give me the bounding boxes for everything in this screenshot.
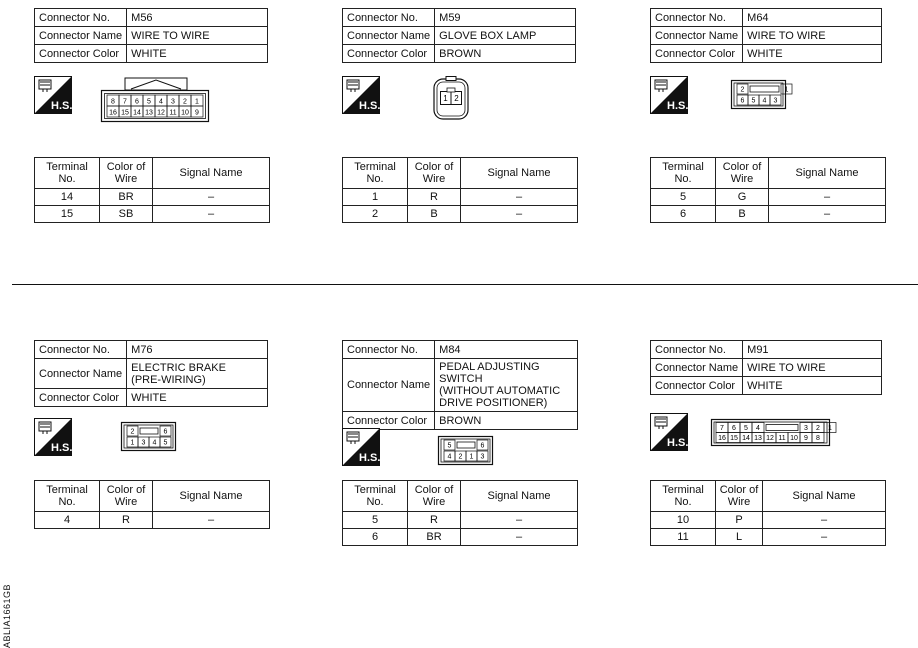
- connector-color-value: WHITE: [127, 45, 268, 63]
- wire-cell: R: [100, 512, 153, 529]
- connector-color-label: Connector Color: [651, 377, 743, 395]
- terminal-no-header: Terminal No.: [651, 481, 716, 512]
- connector-block-m59: [342, 8, 576, 63]
- signal-cell: –: [153, 512, 270, 529]
- connector-no-value: M59: [435, 9, 576, 27]
- table-row: [651, 512, 886, 529]
- wire-color-header: Color of Wire: [408, 158, 461, 189]
- pin-number: 1: [469, 453, 474, 461]
- pin-number: 5: [744, 425, 748, 432]
- connector-info-table: [34, 340, 268, 407]
- pin-number: 6: [135, 98, 139, 106]
- wire-cell: SB: [100, 206, 153, 223]
- pin-number: 4: [762, 97, 767, 105]
- pin-number: 1: [784, 86, 789, 94]
- terminal-cell: 5: [343, 512, 408, 529]
- terminal-table: [342, 157, 578, 223]
- terminal-cell: 2: [343, 206, 408, 223]
- pin-number: 6: [480, 442, 485, 450]
- connector-name-value: [127, 359, 268, 389]
- signal-name-header: Signal Name: [461, 158, 578, 189]
- connector-no-value: M56: [127, 9, 268, 27]
- name-line: PEDAL ADJUSTING SWITCH: [439, 361, 540, 385]
- terminal-no-header: Terminal No.: [651, 158, 716, 189]
- signal-name-header: Signal Name: [461, 481, 578, 512]
- connector-name-label: Connector Name: [343, 27, 435, 45]
- pin-number: 13: [754, 435, 762, 442]
- connector-face-m56: [101, 76, 211, 124]
- connector-no-value: M76: [127, 341, 268, 359]
- table-row: [343, 512, 578, 529]
- terminal-cell: 11: [651, 529, 716, 546]
- pin-number: 6: [732, 425, 736, 432]
- signal-name-header: Signal Name: [153, 158, 270, 189]
- connector-info-table: [342, 340, 578, 430]
- table-row: [35, 206, 270, 223]
- pin-number: 3: [773, 97, 778, 105]
- terminal-cell: 14: [35, 189, 100, 206]
- hs-icon: [34, 76, 72, 114]
- table-row: [35, 189, 270, 206]
- hs-label: H.S.: [51, 442, 73, 454]
- pin-number: 12: [766, 435, 774, 442]
- section-divider: [12, 284, 918, 285]
- wire-cell: B: [716, 206, 769, 223]
- pin-number: 2: [816, 425, 820, 432]
- table-row: [651, 529, 886, 546]
- hs-icon: [34, 418, 72, 456]
- connector-info-table: [650, 8, 882, 63]
- pin-number: 15: [121, 109, 129, 117]
- wire-cell: P: [716, 512, 763, 529]
- terminal-block-m84: [342, 480, 578, 546]
- signal-cell: –: [153, 189, 270, 206]
- signal-cell: –: [769, 206, 886, 223]
- connector-face-m76: [121, 422, 177, 452]
- connector-color-value: WHITE: [127, 389, 268, 407]
- connector-block-m76: [34, 340, 268, 407]
- pin-number: 3: [171, 98, 175, 106]
- table-row: [343, 189, 578, 206]
- connector-name-label: Connector Name: [343, 359, 435, 412]
- terminal-cell: 10: [651, 512, 716, 529]
- table-row: [343, 206, 578, 223]
- wire-color-header: Color of Wire: [100, 481, 153, 512]
- connector-color-label: Connector Color: [651, 45, 743, 63]
- terminal-cell: 4: [35, 512, 100, 529]
- pin-number: 3: [804, 425, 808, 432]
- wire-cell: B: [408, 206, 461, 223]
- connector-block-m64: [650, 8, 882, 63]
- pin-number: 8: [111, 98, 115, 106]
- pin-number: 4: [447, 453, 452, 461]
- signal-cell: –: [763, 512, 886, 529]
- connector-name-label: Connector Name: [35, 359, 127, 389]
- connector-block-m56: [34, 8, 268, 63]
- connector-no-label: Connector No.: [35, 9, 127, 27]
- connector-no-label: Connector No.: [343, 9, 435, 27]
- connector-face-m64: [731, 80, 787, 110]
- signal-cell: –: [461, 512, 578, 529]
- pin-number: 1: [195, 98, 199, 106]
- connector-no-label: Connector No.: [651, 9, 743, 27]
- terminal-block-m76: [34, 480, 270, 529]
- figure-code: ABLIA1661GB: [2, 584, 12, 648]
- wire-color-header: Color of Wire: [408, 481, 461, 512]
- connector-name-value: WIRE TO WIRE: [743, 27, 882, 45]
- connector-color-label: Connector Color: [35, 45, 127, 63]
- connector-info-table: [650, 340, 882, 395]
- table-row: [343, 529, 578, 546]
- connector-color-label: Connector Color: [343, 412, 435, 430]
- terminal-block-m56: [34, 157, 270, 223]
- connector-block-m91: [650, 340, 882, 395]
- signal-name-header: Signal Name: [769, 158, 886, 189]
- terminal-no-header: Terminal No.: [35, 481, 100, 512]
- pin-number: 14: [742, 435, 750, 442]
- name-line: (PRE-WIRING): [131, 373, 206, 386]
- signal-cell: –: [763, 529, 886, 546]
- connector-color-label: Connector Color: [343, 45, 435, 63]
- wire-cell: L: [716, 529, 763, 546]
- pin-number: 16: [718, 435, 726, 442]
- pin-number: 4: [152, 439, 157, 447]
- terminal-cell: 6: [343, 529, 408, 546]
- name-line: (WITHOUT AUTOMATIC: [439, 385, 561, 397]
- pin-number: 4: [756, 425, 760, 432]
- connector-name-value: WIRE TO WIRE: [743, 359, 882, 377]
- pin-number: 5: [147, 98, 151, 106]
- pin-number: 9: [195, 109, 199, 117]
- pin-number: 5: [447, 442, 452, 450]
- connector-color-value: WHITE: [743, 377, 882, 395]
- pin-number: 15: [730, 435, 738, 442]
- pin-number: 2: [740, 86, 745, 94]
- pin-number: 1: [130, 439, 135, 447]
- connector-face-m91: [711, 419, 831, 447]
- pin-number: 9: [804, 435, 808, 442]
- connector-info-table: [34, 8, 268, 63]
- connector-face-m84: [438, 436, 494, 466]
- pin-number: 13: [145, 109, 153, 117]
- pin-number: 2: [458, 453, 463, 461]
- hs-label: H.S.: [51, 100, 73, 112]
- connector-no-value: M84: [435, 341, 578, 359]
- hs-label: H.S.: [667, 437, 689, 449]
- hs-label: H.S.: [359, 100, 381, 112]
- pin-number: 7: [720, 425, 724, 432]
- terminal-cell: 1: [343, 189, 408, 206]
- name-line: DRIVE POSITIONER): [439, 397, 548, 409]
- pin-number: 11: [778, 435, 786, 442]
- hs-icon: [342, 428, 380, 466]
- connector-face-m59: [433, 76, 471, 122]
- pin-number: 3: [141, 439, 146, 447]
- terminal-table: [650, 157, 886, 223]
- signal-cell: –: [769, 189, 886, 206]
- pin-number: 6: [740, 97, 745, 105]
- terminal-cell: 6: [651, 206, 716, 223]
- signal-cell: –: [461, 189, 578, 206]
- hs-label: H.S.: [667, 100, 689, 112]
- terminal-table: [342, 480, 578, 546]
- terminal-no-header: Terminal No.: [35, 158, 100, 189]
- connector-name-label: Connector Name: [35, 27, 127, 45]
- table-row: [35, 512, 270, 529]
- signal-name-header: Signal Name: [153, 481, 270, 512]
- terminal-no-header: Terminal No.: [343, 158, 408, 189]
- pin-number: 10: [181, 109, 189, 117]
- pin-number: 5: [163, 439, 168, 447]
- connector-no-label: Connector No.: [651, 341, 743, 359]
- connector-color-label: Connector Color: [35, 389, 127, 407]
- terminal-cell: 5: [651, 189, 716, 206]
- pin-number: 12: [157, 109, 165, 117]
- connector-info-table: [342, 8, 576, 63]
- signal-cell: –: [153, 206, 270, 223]
- pin-number: 10: [790, 435, 798, 442]
- pin-number: 2: [130, 428, 135, 436]
- connector-no-label: Connector No.: [35, 341, 127, 359]
- pin-number: 1: [828, 425, 832, 432]
- hs-icon: [650, 76, 688, 114]
- terminal-cell: 15: [35, 206, 100, 223]
- pin-number: 2: [183, 98, 187, 106]
- table-row: [651, 206, 886, 223]
- connector-name-value: [435, 359, 578, 412]
- pin-number: 16: [109, 109, 117, 117]
- pin-number: 4: [159, 98, 163, 106]
- signal-cell: –: [461, 206, 578, 223]
- terminal-no-header: Terminal No.: [343, 481, 408, 512]
- wire-cell: R: [408, 512, 461, 529]
- connector-no-value: M64: [743, 9, 882, 27]
- wire-cell: BR: [100, 189, 153, 206]
- connector-name-label: Connector Name: [651, 359, 743, 377]
- pin-number: 2: [454, 94, 459, 103]
- connector-no-label: Connector No.: [343, 341, 435, 359]
- terminal-table: [650, 480, 886, 546]
- wire-cell: R: [408, 189, 461, 206]
- pin-number: 7: [123, 98, 127, 106]
- connector-color-value: WHITE: [743, 45, 882, 63]
- connector-color-value: BROWN: [435, 45, 576, 63]
- wire-color-header: Color of Wire: [100, 158, 153, 189]
- wire-color-header: Color of Wire: [716, 158, 769, 189]
- connector-name-value: WIRE TO WIRE: [127, 27, 268, 45]
- pin-number: 6: [163, 428, 168, 436]
- pin-number: 14: [133, 109, 141, 117]
- connector-no-value: M91: [743, 341, 882, 359]
- pin-number: 5: [751, 97, 756, 105]
- wire-color-header: Color of Wire: [716, 481, 763, 512]
- connector-block-m84: [342, 340, 578, 430]
- connector-color-value: BROWN: [435, 412, 578, 430]
- signal-name-header: Signal Name: [763, 481, 886, 512]
- pin-number: 3: [480, 453, 485, 461]
- table-row: [651, 189, 886, 206]
- pin-number: 1: [443, 94, 448, 103]
- pin-number: 11: [169, 109, 177, 117]
- terminal-table: [34, 157, 270, 223]
- wire-cell: G: [716, 189, 769, 206]
- terminal-block-m91: [650, 480, 886, 546]
- signal-cell: –: [461, 529, 578, 546]
- hs-icon: [342, 76, 380, 114]
- pin-number: 8: [816, 435, 820, 442]
- hs-label: H.S.: [359, 452, 381, 464]
- connector-name-value: GLOVE BOX LAMP: [435, 27, 576, 45]
- terminal-block-m59: [342, 157, 578, 223]
- name-line: ELECTRIC BRAKE: [131, 361, 226, 374]
- hs-icon: [650, 413, 688, 451]
- terminal-block-m64: [650, 157, 886, 223]
- terminal-table: [34, 480, 270, 529]
- wire-cell: BR: [408, 529, 461, 546]
- connector-name-label: Connector Name: [651, 27, 743, 45]
